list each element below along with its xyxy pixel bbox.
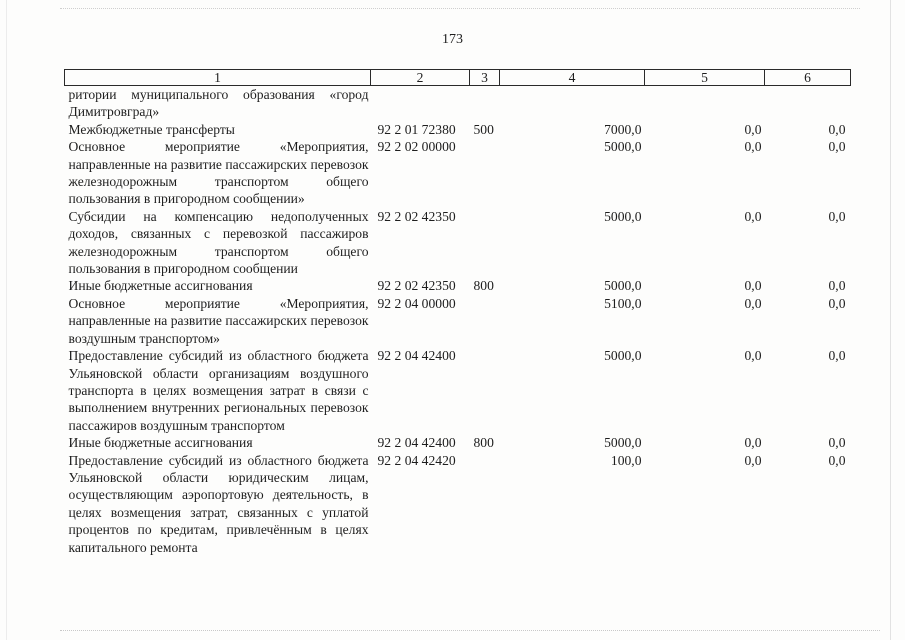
row-col5: 0,0: [744, 208, 762, 224]
row-kind: [470, 138, 500, 208]
header-row: [65, 70, 851, 86]
row-kind: 800: [473, 278, 494, 294]
row-code: 92 2 02 00000: [377, 139, 456, 155]
row-code: [371, 86, 470, 121]
row-col5: 0,0: [744, 348, 762, 364]
row-col4: 100,0: [610, 452, 642, 468]
row-kind: 500: [473, 121, 494, 137]
row-col5: 0,0: [744, 435, 762, 451]
header-col-4: 4: [500, 70, 645, 86]
row-code: 92 2 04 42420: [377, 452, 456, 468]
row-col4: 5000,0: [604, 208, 642, 224]
row-name: Предоставление субсидий из областного бюджета Ульяновской области организациям воздушного транспорта в целях возмещения затрат в связи с выполнением внутренних региональных перевозок пассажиров воздушным транспортом: [68, 348, 369, 433]
row-name: Иные бюджетные ассигнования: [68, 278, 253, 294]
row-col6: 0,0: [828, 278, 846, 294]
table-row: [65, 277, 851, 294]
row-code: 92 2 01 72380: [377, 121, 456, 137]
table-row: [65, 452, 851, 556]
row-name: Межбюджетные трансферты: [68, 121, 235, 137]
row-col6: 0,0: [828, 435, 846, 451]
scan-artifact-bottom: [60, 630, 880, 631]
row-col5: 0,0: [744, 139, 762, 155]
scan-edge-left: [6, 0, 7, 640]
row-kind: [470, 347, 500, 434]
row-col5: 0,0: [744, 295, 762, 311]
row-kind: [470, 295, 500, 347]
row-kind: 800: [473, 435, 494, 451]
table-row: [65, 121, 851, 138]
row-col5: 0,0: [744, 121, 762, 137]
table-row: [65, 347, 851, 434]
table-row: [65, 208, 851, 278]
table-row: [65, 295, 851, 347]
row-code: 92 2 04 00000: [377, 295, 456, 311]
header-col-5: 5: [645, 70, 765, 86]
table-row: [65, 434, 851, 451]
row-col5: 0,0: [744, 278, 762, 294]
header-col-2: 2: [371, 70, 470, 86]
row-col6: 0,0: [828, 295, 846, 311]
row-name: ритории муниципального образования «город Димитровград»: [68, 87, 369, 120]
row-col4: [500, 86, 645, 121]
row-kind: [470, 208, 500, 278]
row-name: Иные бюджетные ассигнования: [68, 435, 253, 451]
row-code: 92 2 02 42350: [377, 278, 456, 294]
row-col4: 5100,0: [604, 295, 642, 311]
row-col5: 0,0: [744, 452, 762, 468]
header-col-6: 6: [765, 70, 851, 86]
row-col4: 5000,0: [604, 139, 642, 155]
budget-table: [64, 69, 851, 556]
row-col4: 5000,0: [604, 348, 642, 364]
row-code: 92 2 04 42400: [377, 435, 456, 451]
page-number: 173: [442, 32, 463, 47]
row-kind: [470, 86, 500, 121]
table-body: [65, 86, 851, 556]
row-name: Основное мероприятие «Мероприятия, направленные на развитие пассажирских перевозок воздушным транспортом»: [68, 295, 369, 346]
table-row: [65, 86, 851, 121]
table-row: [65, 138, 851, 208]
row-col4: 5000,0: [604, 278, 642, 294]
row-col4: 7000,0: [604, 121, 642, 137]
row-kind: [470, 452, 500, 556]
row-col6: 0,0: [828, 452, 846, 468]
row-name: Субсидии на компенсацию недополученных доходов, связанных с перевозкой пассажиров железнодорожным транспортом общего пользования в пригородном сообщении: [68, 208, 369, 277]
row-name: Предоставление субсидий из областного бюджета Ульяновской области юридическим лицам, осуществляющим аэропортовую деятельность, в целях возмещения затрат, связанных с уплатой процентов по кредитам, привлечённым в целях капитального ремонта: [68, 452, 369, 555]
row-code: 92 2 02 42350: [377, 208, 456, 224]
row-col4: 5000,0: [604, 435, 642, 451]
row-name: Основное мероприятие «Мероприятия, направленные на развитие пассажирских перевозок железнодорожным транспортом общего пользования в пригородном сообщении»: [68, 139, 369, 207]
row-code: 92 2 04 42400: [377, 348, 456, 364]
row-col6: [765, 86, 851, 121]
row-col6: 0,0: [828, 121, 846, 137]
row-col5: [645, 86, 765, 121]
header-col-3: 3: [470, 70, 500, 86]
row-col6: 0,0: [828, 208, 846, 224]
scan-edge-right: [890, 0, 891, 640]
row-col6: 0,0: [828, 348, 846, 364]
scan-artifact-top: [60, 8, 860, 9]
header-col-1: 1: [65, 70, 371, 86]
table-header: [65, 70, 851, 86]
row-col6: 0,0: [828, 139, 846, 155]
